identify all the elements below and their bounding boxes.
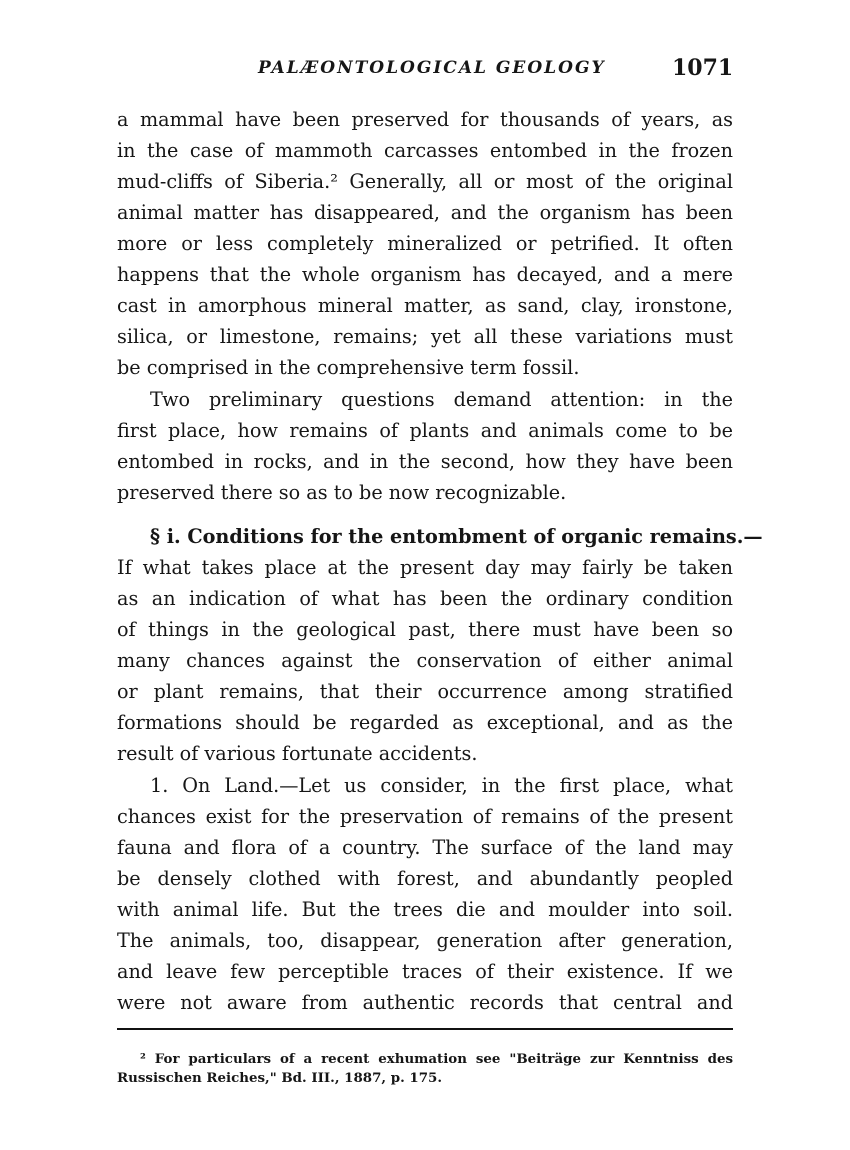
text-line: preserved there so as to be now recognizable. xyxy=(117,481,567,504)
text-line: formations should be regarded as exceptional, and as the xyxy=(117,711,733,734)
section-heading: § i. Conditions for the entombment of organic remains.— xyxy=(150,525,763,548)
text-line: and leave few perceptible traces of their existence. If we xyxy=(117,960,733,983)
text-line: were not aware from authentic records that central and xyxy=(117,991,733,1014)
text-line: or plant remains, that their occurrence among stratified xyxy=(117,680,733,703)
text-line: happens that the whole organism has decayed, and a mere xyxy=(117,263,733,286)
text-line: result of various fortunate accidents. xyxy=(117,742,478,765)
text-line: first place, how remains of plants and animals come to be xyxy=(117,419,733,442)
text-line: 1. On Land.—Let us consider, in the first place, what xyxy=(150,774,733,797)
text-line: a mammal have been preserved for thousands of years, as xyxy=(117,108,733,131)
text-line: chances exist for the preservation of remains of the present xyxy=(117,805,733,828)
text-line: Two preliminary questions demand attention: in the xyxy=(150,388,733,411)
text-line: be comprised in the comprehensive term fossil. xyxy=(117,356,580,379)
text-line: mud-cliffs of Siberia.² Generally, all or most of the original xyxy=(117,170,733,193)
footnote-line: ² For particulars of a recent exhumation see "Beiträge zur Kenntniss des xyxy=(140,1051,733,1067)
text-line: in the case of mammoth carcasses entombed in the frozen xyxy=(117,139,733,162)
text-line: If what takes place at the present day may fairly be taken xyxy=(117,556,733,579)
text-line: silica, or limestone, remains; yet all these variations must xyxy=(117,325,733,348)
text-line: as an indication of what has been the ordinary condition xyxy=(117,587,733,610)
text-line: of things in the geological past, there must have been so xyxy=(117,618,733,641)
footnote-rule xyxy=(117,1028,733,1030)
text-line: be densely clothed with forest, and abundantly peopled xyxy=(117,867,733,890)
text-line: many chances against the conservation of either animal xyxy=(117,649,733,672)
footnote-line: Russischen Reiches," Bd. III., 1887, p. 175. xyxy=(117,1070,443,1086)
running-title: PALÆONTOLOGICAL GEOLOGY xyxy=(258,58,606,78)
text-line: with animal life. But the trees die and moulder into soil. xyxy=(117,898,733,921)
text-line: cast in amorphous mineral matter, as sand, clay, ironstone, xyxy=(117,294,733,317)
text-line: animal matter has disappeared, and the organism has been xyxy=(117,201,733,224)
text-line: The animals, too, disappear, generation after generation, xyxy=(117,929,733,952)
page-number: 1071 xyxy=(672,55,734,81)
text-line: more or less completely mineralized or petrified. It often xyxy=(117,232,733,255)
text-line: entombed in rocks, and in the second, how they have been xyxy=(117,450,733,473)
text-line: fauna and flora of a country. The surface of the land may xyxy=(117,836,733,859)
